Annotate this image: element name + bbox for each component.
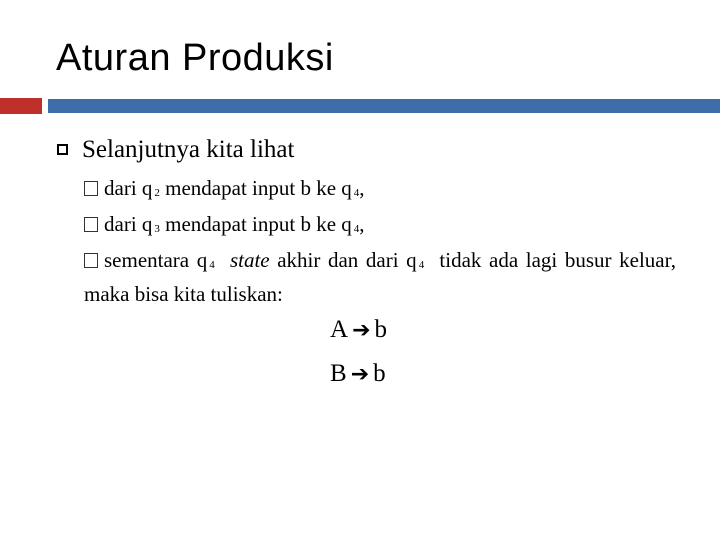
square-bullet-icon (57, 144, 68, 155)
main-point: Selanjutnya kita lihat (82, 136, 295, 163)
arrow-right-icon: ➔ (352, 318, 371, 343)
list-item: dari q 2 mendapat input b ke q 4, (84, 174, 365, 207)
checkbox-bullet-icon (84, 217, 98, 232)
accent-bar-red (0, 98, 42, 114)
checkbox-bullet-icon (84, 253, 98, 268)
list-item-paragraph: sementara q 4 state akhir dan dari q 4 tidak ada lagi busur keluar, maka bisa kita tuliskan: (84, 248, 677, 306)
checkbox-bullet-icon (84, 181, 98, 196)
list-item: dari q 3 mendapat input b ke q 4, (84, 210, 365, 243)
accent-bar-blue (48, 99, 720, 113)
production-rule: A ➔ b (330, 314, 387, 347)
slide-title: Aturan Produksi (56, 37, 334, 79)
arrow-right-icon: ➔ (350, 362, 370, 387)
production-rule: B ➔ b (330, 358, 386, 391)
